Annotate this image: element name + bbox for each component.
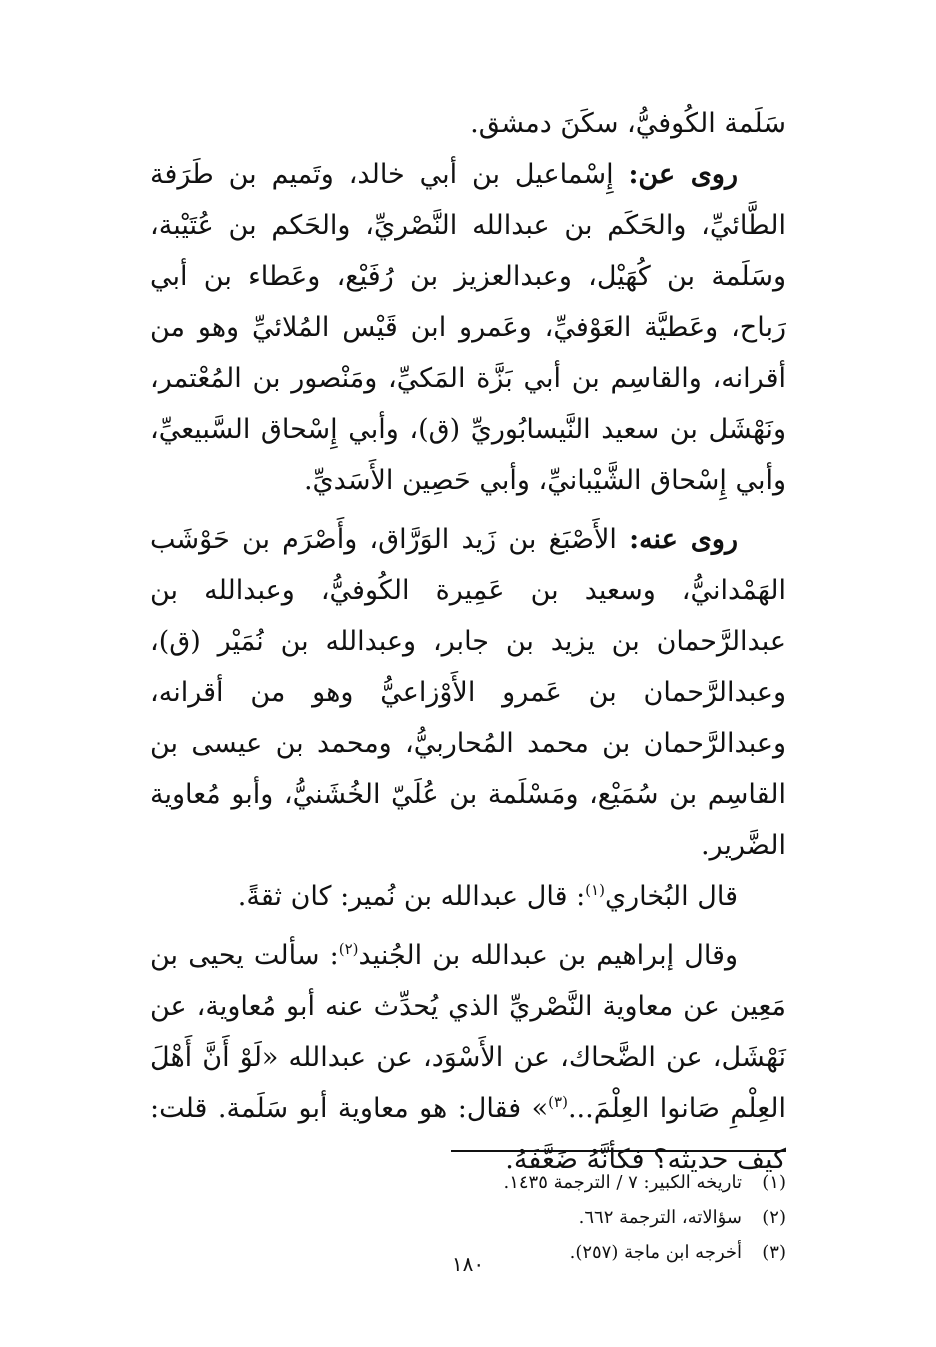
rawa-an-paragraph	[150, 149, 786, 506]
junayd-before: وقال إبراهيم بن عبدالله بن الجُنيد	[358, 940, 738, 971]
bukhari-line	[150, 871, 786, 922]
footnote-text: أخرجه ابن ماجة (٢٥٧).	[569, 1242, 742, 1263]
footnote-text: تاريخه الكبير: ٧ / الترجمة ١٤٣٥.	[503, 1172, 742, 1193]
footnote-number: (١)	[762, 1172, 786, 1193]
bukhari-before: قال البُخاري	[604, 881, 738, 912]
rawa-an-text: إِسْماعيل بن أبي خالد، وتَميم بن طَرَفة الطَّائيِّ، والحَكَم بن عبدالله النَّصْريِّ، والحَكم بن عُتَيْبة، وسَلَمة بن كُهَيْل، وعبدالعزيز بن رُفَيْع، وعَطاء بن أبي رَباح، وعَطيَّة العَوْفيِّ، وعَمرو ابن قَيْس المُلائيِّ وهو من أقرانه، والقاسِم بن أبي بَزَّة المَكيِّ، ومَنْصور بن المُعْتمر، ونَهْشَل بن سعيد النَّيسابُوريِّ (ق)، وأبي إِسْحاق السَّبيعيِّ، وأبي إِسْحاق الشَّيْبانيِّ، وأبي حَصِين الأَسَديِّ.	[150, 159, 786, 496]
footnote-1	[266, 1165, 786, 1200]
junayd-paragraph	[150, 930, 786, 1185]
footnote-2	[266, 1200, 786, 1235]
junayd-middle: : سألت يحيى بن مَعِين عن معاوية النَّصْريِّ الذي يُحدِّث عنه أبو مُعاوية، عن نَهْشَل، عن الضَّحاك، عن الأَسْوَد، عن عبدالله «لَوْ أَنَّ أَهْلَ العِلْمِ صَانوا العِلْمَ...	[150, 940, 786, 1124]
footnote-number: (٣)	[762, 1242, 786, 1263]
intro-line	[150, 98, 786, 149]
page-number: ١٨٠	[451, 1252, 485, 1276]
footnote-text: سؤالاته، الترجمة ٦٦٢.	[578, 1207, 742, 1228]
rawa-anhu-text: الأَصْبَغ بن زَيد الوَرَّاق، وأَصْرَم بن حَوْشَب الهَمْدانيُّ، وسعيد بن عَمِيرة الكُوفيُّ، وعبدالله بن عبدالرَّحمان بن يزيد بن جابر، وعبدالله بن نُمَيْر (ق)، وعبدالرَّحمان بن عَمرو الأَوْزاعيُّ وهو من أقرانه، وعبدالرَّحمان بن محمد المُحاربيُّ، ومحمد بن عيسى بن القاسِم بن سُمَيْع، ومَسْلَمة بن عُلَيّ الخُشَنيُّ، وأبو مُعاوية الضَّرير.	[150, 524, 786, 861]
footnote-ref-2[interactable]: (٢)	[338, 940, 359, 958]
junayd-after: » فقال: هو معاوية أبو سَلَمة. قلت: كيف حديثه؟ فكأنَّهُ ضَعَّفَهُ.	[150, 1093, 786, 1175]
rawa-an-label: روى عن:	[628, 159, 738, 190]
intro-text: سَلَمة الكُوفيُّ، سكَنَ دمشق.	[470, 108, 786, 139]
footnote-ref-1[interactable]: (١)	[585, 881, 605, 899]
footnote-ref-3[interactable]: (٣)	[548, 1093, 568, 1111]
rawa-anhu-paragraph	[150, 514, 786, 871]
main-text	[150, 98, 786, 1185]
bukhari-after: : قال عبدالله بن نُمير: كان ثقةً.	[237, 881, 586, 912]
footnote-number: (٢)	[762, 1207, 786, 1228]
footnote-divider	[451, 1150, 786, 1152]
rawa-anhu-label: روى عنه:	[629, 524, 739, 555]
